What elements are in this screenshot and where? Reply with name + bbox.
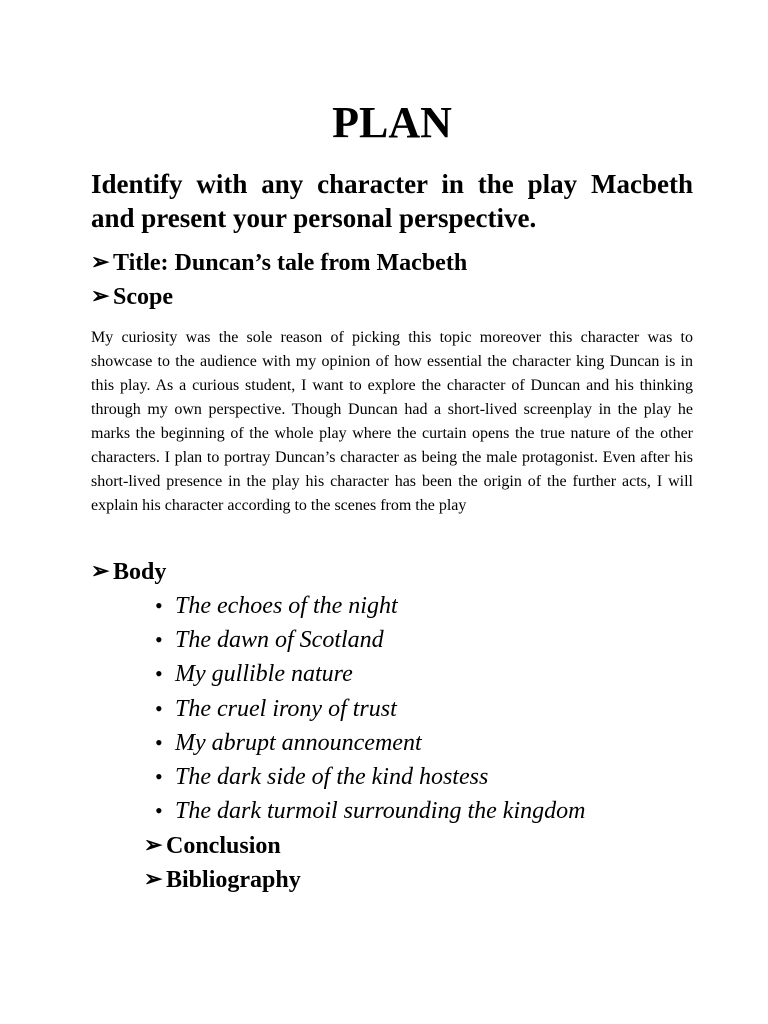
conclusion-heading-text: Conclusion xyxy=(166,833,281,859)
scope-heading-text: Scope xyxy=(113,284,173,310)
title-heading-text: Title: Duncan’s tale from Macbeth xyxy=(113,250,468,276)
dot-bullet-icon: • xyxy=(155,593,163,618)
list-item xyxy=(155,657,585,691)
dot-bullet-icon: • xyxy=(155,729,163,755)
list-item xyxy=(155,692,585,726)
arrow-bullet-icon: ➢ xyxy=(91,249,110,274)
list-item-text: My gullible nature xyxy=(175,661,353,688)
list-item-text: The cruel irony of trust xyxy=(175,695,397,722)
dot-bullet-icon: • xyxy=(155,798,163,824)
list-item-text: The dark side of the kind hostess xyxy=(175,764,489,791)
list-item xyxy=(155,794,585,828)
list-item xyxy=(155,623,585,657)
page-title: PLAN xyxy=(332,98,452,147)
dot-bullet-icon: • xyxy=(155,627,163,653)
bibliography-heading xyxy=(144,864,301,895)
bibliography-heading-text: Bibliography xyxy=(166,867,301,893)
title-heading xyxy=(91,247,467,278)
list-item xyxy=(155,760,585,794)
body-heading-text: Body xyxy=(113,559,167,585)
arrow-bullet-icon: ➢ xyxy=(144,866,163,891)
dot-bullet-icon: • xyxy=(155,661,163,687)
scope-heading xyxy=(91,281,173,312)
arrow-bullet-icon: ➢ xyxy=(91,558,110,583)
list-item-text: My abrupt announcement xyxy=(175,729,422,756)
conclusion-heading xyxy=(144,830,281,861)
dot-bullet-icon: • xyxy=(155,695,163,721)
list-item-text: The dark turmoil surrounding the kingdom xyxy=(175,798,586,825)
arrow-bullet-icon: ➢ xyxy=(144,832,163,857)
list-item xyxy=(155,589,585,623)
body-list xyxy=(155,589,585,828)
arrow-bullet-icon: ➢ xyxy=(91,283,110,308)
body-heading xyxy=(91,556,166,587)
list-item-text: The dawn of Scotland xyxy=(175,627,384,654)
list-item xyxy=(155,726,585,760)
dot-bullet-icon: • xyxy=(155,764,163,790)
list-item-text: The echoes of the night xyxy=(175,593,398,619)
assignment-question: Identify with any character in the play Macbeth and present your personal perspective. xyxy=(91,169,693,233)
scope-paragraph: My curiosity was the sole reason of picking this topic moreover this character was to showcase to the audience with my opinion of how essential the character king Duncan is in this play. As a curious student, I want to explore the character of Duncan and his thinking through my own perspective. Though Duncan had a short-lived screenplay in the play he marks the beginning of the whole play where the curtain opens the true nature of the other characters. I plan to portray Duncan’s character as being the male protagonist. Even after his short-lived presence in the play his character has been the origin of the further acts, I will explain his character according to the scenes from the play xyxy=(91,329,693,514)
